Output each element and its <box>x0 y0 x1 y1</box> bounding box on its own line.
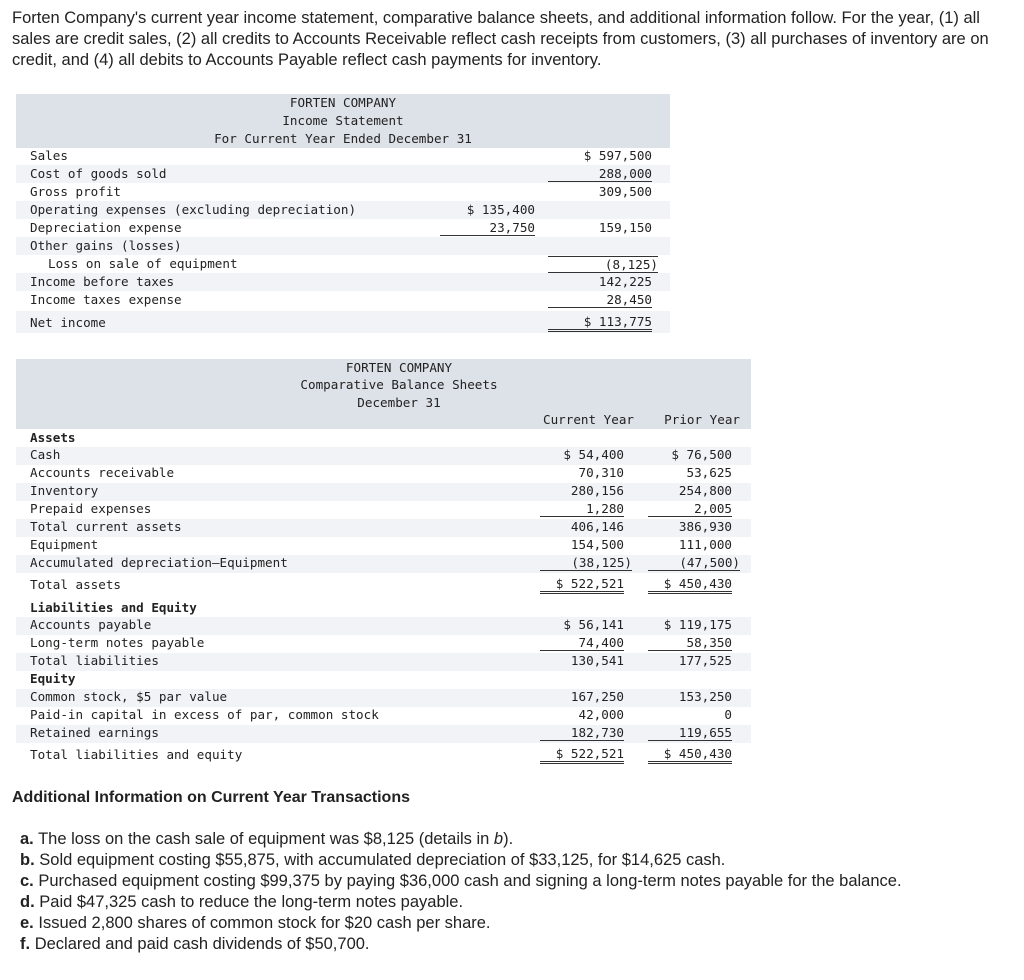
is-value: 288,000 <box>548 166 652 182</box>
bs-current: 130,541 <box>570 653 624 668</box>
bs-label: Total liabilities and equity <box>30 747 243 762</box>
is-company: FORTEN COMPANY <box>289 95 397 110</box>
bs-label: Accumulated depreciation—Equipment <box>30 555 288 570</box>
bs-prior: 119,655 <box>648 725 732 741</box>
bs-prior: 111,000 <box>678 537 732 552</box>
is-label: Sales <box>30 148 68 163</box>
bs-current: 154,500 <box>570 537 624 552</box>
bs-current: $ 54,400 <box>563 447 624 462</box>
bs-current: 406,146 <box>570 519 624 534</box>
list-item <box>20 850 1010 871</box>
bs-prior: 0 <box>724 707 732 722</box>
bs-col-current: Current Year <box>543 412 634 427</box>
bs-label: Prepaid expenses <box>30 501 152 516</box>
bs-section-liabilities: Liabilities and Equity <box>30 600 197 615</box>
additional-info-title: Additional Information on Current Year Transactions <box>12 789 410 806</box>
item-text: Issued 2,800 shares of common stock for $20 cash per share. <box>38 914 491 932</box>
bs-label: Equipment <box>30 537 99 552</box>
is-value: 23,750 <box>440 220 535 236</box>
item-text: Sold equipment costing $55,875, with accumulated depreciation of $33,125, for $14,625 cash. <box>39 851 726 869</box>
is-value: $ 135,400 <box>466 202 535 217</box>
bs-prior: 177,525 <box>678 653 732 668</box>
bs-prior: 58,350 <box>648 635 732 651</box>
bs-current: 1,280 <box>540 501 624 517</box>
bs-current: 70,310 <box>578 465 624 480</box>
bs-current: 42,000 <box>578 707 624 722</box>
list-item <box>20 871 1010 892</box>
is-label: Operating expenses (excluding depreciation) <box>30 202 357 217</box>
item-letter: e. <box>20 914 34 932</box>
bs-prior: $ 119,175 <box>663 617 732 632</box>
bs-prior: $ 450,430 <box>648 746 732 764</box>
is-value: 28,450 <box>548 292 652 308</box>
bs-prior: $ 76,500 <box>671 447 732 462</box>
bs-label: Total assets <box>30 577 121 592</box>
bs-current: 74,400 <box>540 635 624 651</box>
is-label: Net income <box>30 315 106 330</box>
item-text: Paid $47,325 cash to reduce the long-term notes payable. <box>39 893 464 911</box>
bs-current: $ 56,141 <box>563 617 624 632</box>
bs-prior: 254,800 <box>678 483 732 498</box>
is-value: $ 113,775 <box>548 314 652 332</box>
list-item <box>20 892 1010 913</box>
is-label: Cost of goods sold <box>30 166 167 181</box>
is-value: (8,125) <box>548 256 658 273</box>
bs-label: Cash <box>30 447 61 462</box>
is-label: Other gains (losses) <box>30 238 182 253</box>
is-label: Income taxes expense <box>30 292 182 307</box>
bs-current: $ 522,521 <box>540 746 624 764</box>
bs-label: Accounts receivable <box>30 465 175 480</box>
bs-label: Inventory <box>30 483 99 498</box>
bs-col-prior: Prior Year <box>664 412 740 427</box>
item-emphasis: b <box>493 830 504 848</box>
bs-title: Comparative Balance Sheets <box>300 377 498 392</box>
list-item <box>20 934 1010 955</box>
bs-current: (38,125) <box>540 555 632 571</box>
is-value: 142,225 <box>598 274 652 289</box>
item-text-end: ). <box>503 830 514 848</box>
is-label: Loss on sale of equipment <box>48 256 238 271</box>
bs-company: FORTEN COMPANY <box>345 360 453 375</box>
row-stripe <box>16 447 751 465</box>
bs-label: Accounts payable <box>30 617 152 632</box>
bs-current: 167,250 <box>570 689 624 704</box>
bs-prior: 2,005 <box>648 501 732 517</box>
bs-label: Common stock, $5 par value <box>30 689 228 704</box>
bs-prior: $ 450,430 <box>648 576 732 594</box>
bs-prior: 386,930 <box>678 519 732 534</box>
item-text: The loss on the cash sale of equipment was $8,125 (details in <box>38 830 494 848</box>
bs-current: 182,730 <box>540 725 624 741</box>
bs-label: Retained earnings <box>30 725 159 740</box>
bs-label: Total liabilities <box>30 653 159 668</box>
is-label: Depreciation expense <box>30 220 182 235</box>
bs-current: $ 522,521 <box>540 576 624 594</box>
item-text: Declared and paid cash dividends of $50,700. <box>34 935 370 953</box>
bs-date: December 31 <box>357 395 441 410</box>
list-item <box>20 913 1010 934</box>
item-letter: b. <box>20 851 35 869</box>
item-letter: f. <box>20 935 31 953</box>
is-value: 159,150 <box>598 220 652 235</box>
list-item <box>20 829 1010 850</box>
bs-prior: 53,625 <box>686 465 732 480</box>
bs-section-assets: Assets <box>30 430 76 445</box>
is-label: Income before taxes <box>30 274 175 289</box>
is-label: Gross profit <box>30 184 121 199</box>
row-stripe <box>16 483 751 501</box>
additional-info-list <box>20 829 1010 955</box>
item-letter: d. <box>20 893 35 911</box>
problem-intro: Forten Company's current year income statement, comparative balance sheets, and additional information follow. For the year, (1) all sales are credit sales, (2) all credits to Accounts Receivable reflect cash receipts from customers, (3) all purchases of inventory are on credit, and (4) all debits to Accounts Payable reflect cash payments for inventory. <box>12 9 989 69</box>
item-letter: c. <box>20 872 34 890</box>
is-value: $ 597,500 <box>583 148 652 163</box>
bs-label: Total current assets <box>30 519 182 534</box>
bs-prior: 153,250 <box>678 689 732 704</box>
is-period: For Current Year Ended December 31 <box>214 131 472 146</box>
bs-prior: (47,500) <box>648 555 740 571</box>
bs-section-equity: Equity <box>30 671 76 686</box>
is-title: Income Statement <box>282 113 404 128</box>
bs-label: Paid-in capital in excess of par, common stock <box>30 707 379 722</box>
bs-label: Long-term notes payable <box>30 635 205 650</box>
is-value: 309,500 <box>598 184 652 199</box>
item-letter: a. <box>20 830 34 848</box>
bs-current: 280,156 <box>570 483 624 498</box>
item-text: Purchased equipment costing $99,375 by paying $36,000 cash and signing a long-term notes payable for the balance. <box>38 872 902 890</box>
